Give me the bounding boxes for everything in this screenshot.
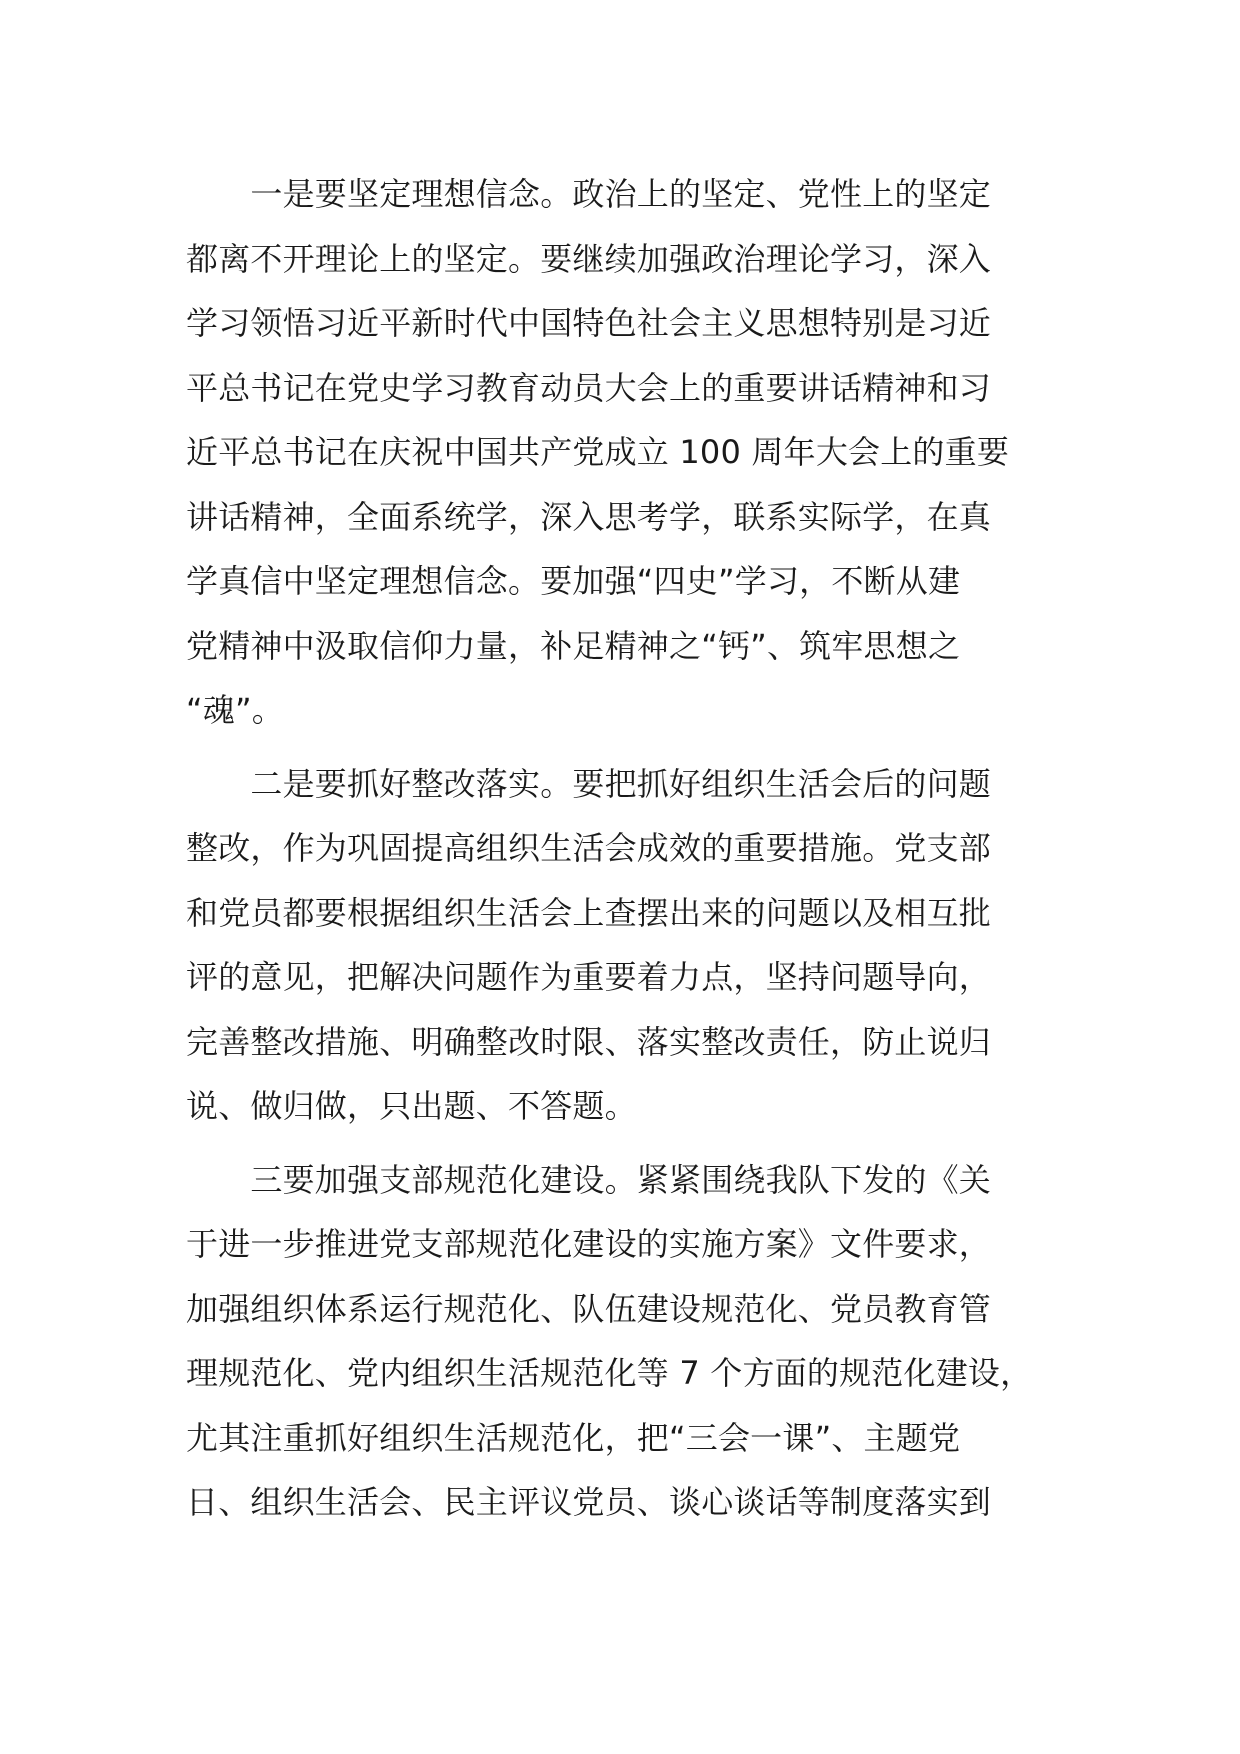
text-line: 完善整改措施、明确整改时限、落实整改责任，防止说归: [186, 1022, 992, 1061]
paragraph-ideals: [186, 162, 1066, 743]
text-line: 平总书记在党史学习教育动员大会上的重要讲话精神和习: [186, 368, 992, 407]
text-line: 学真信中坚定理想信念。要加强“四史”学习，不断从建: [186, 562, 961, 600]
text-line: 说、做归做，只出题、不答题。: [186, 1087, 637, 1125]
text-line: 党精神中汲取信仰力量，补足精神之“钙”、筑牢思想之: [186, 626, 961, 665]
paragraph-standardization: [186, 1148, 1066, 1535]
text-line: 一是要坚定理想信念。政治上的坚定、党性上的坚定: [186, 175, 992, 213]
text-line: 近平总书记在庆祝中国共产党成立 100 周年大会上的重要: [186, 433, 1010, 471]
text-line: 都离不开理论上的坚定。要继续加强政治理论学习，深入: [186, 239, 992, 278]
text-line: 加强组织体系运行规范化、队伍建设规范化、党员教育管: [186, 1289, 992, 1328]
text-line: 于进一步推进党支部规范化建设的实施方案》文件要求，: [186, 1225, 992, 1263]
text-line: 评的意见，把解决问题作为重要着力点，坚持问题导向，: [186, 958, 992, 996]
text-line: 日、组织生活会、民主评议党员、谈心谈话等制度落实到: [186, 1483, 992, 1521]
paragraph-rectification: [186, 752, 1066, 1139]
text-line: 三要加强支部规范化建设。紧紧围绕我队下发的《关: [186, 1160, 992, 1199]
text-line: 和党员都要根据组织生活会上查摆出来的问题以及相互批: [186, 893, 992, 932]
text-line: 讲话精神，全面系统学，深入思考学，联系实际学，在真: [186, 497, 992, 536]
text-line: 尤其注重抓好组织生活规范化，把“三会一课”、主题党: [186, 1418, 961, 1457]
text-line: 学习领悟习近平新时代中国特色社会主义思想特别是习近: [186, 304, 992, 342]
text-line: 二是要抓好整改落实。要把抓好组织生活会后的问题: [186, 764, 992, 803]
text-line: “魂”。: [186, 691, 284, 729]
text-line: 整改，作为巩固提高组织生活会成效的重要措施。党支部: [186, 829, 992, 867]
text-line: 理规范化、党内组织生活规范化等 7 个方面的规范化建设，: [186, 1354, 1033, 1392]
document-body: [186, 162, 1066, 1535]
